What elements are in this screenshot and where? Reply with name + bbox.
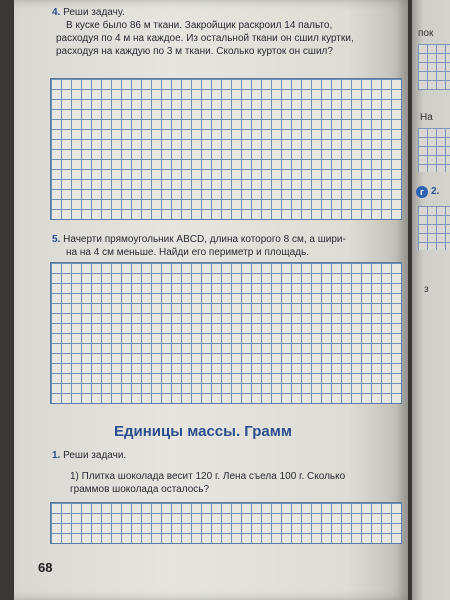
task5-line2: на на 4 см меньше. Найди его периметр и площадь. — [66, 247, 309, 258]
right-page-fragment-1: пок — [418, 28, 434, 39]
task5-heading — [52, 233, 346, 246]
task4-number: 4. — [52, 7, 61, 18]
task1-heading — [52, 449, 126, 462]
task4-answer-grid[interactable] — [50, 78, 402, 220]
task4-instruction: Реши задачу. — [63, 7, 125, 18]
right-page-badge: г — [416, 186, 428, 198]
task1-answer-grid[interactable] — [50, 502, 402, 544]
task4-line4: расходуя на каждую по 3 м ткани. Сколько курток он сшил? — [56, 46, 333, 57]
right-page-fragment-2: На — [420, 112, 433, 123]
right-page — [412, 0, 450, 600]
section-title: Единицы массы. Грамм — [114, 423, 292, 440]
left-page — [14, 0, 408, 600]
task1-number: 1. — [52, 450, 61, 461]
task5-answer-grid[interactable] — [50, 262, 402, 404]
task1-instruction: Реши задачи. — [63, 450, 127, 461]
task1-sub1-line2: граммов шоколада осталось? — [70, 484, 210, 495]
task4-line2: В куске было 86 м ткани. Закройщик раскроил 14 пальто, — [66, 20, 333, 31]
task4-heading — [52, 6, 125, 19]
task1-sub1-line1: 1) Плитка шоколада весит 120 г. Лена съела 100 г. Сколько — [70, 471, 346, 482]
task5-number: 5. — [52, 234, 61, 245]
right-page-fragment-4: з — [424, 284, 429, 295]
right-page-fragment-3: 2. — [431, 186, 440, 197]
page-number: 68 — [38, 560, 53, 575]
task5-line1: Начерти прямоугольник ABCD, длина которого 8 см, а шири- — [63, 234, 346, 245]
right-page-grid-3 — [418, 206, 450, 250]
right-page-grid-1 — [418, 44, 450, 90]
task4-line3: расходуя по 4 м на каждое. Из остальной ткани он сшил куртки, — [56, 33, 354, 44]
right-page-grid-2 — [418, 128, 450, 172]
